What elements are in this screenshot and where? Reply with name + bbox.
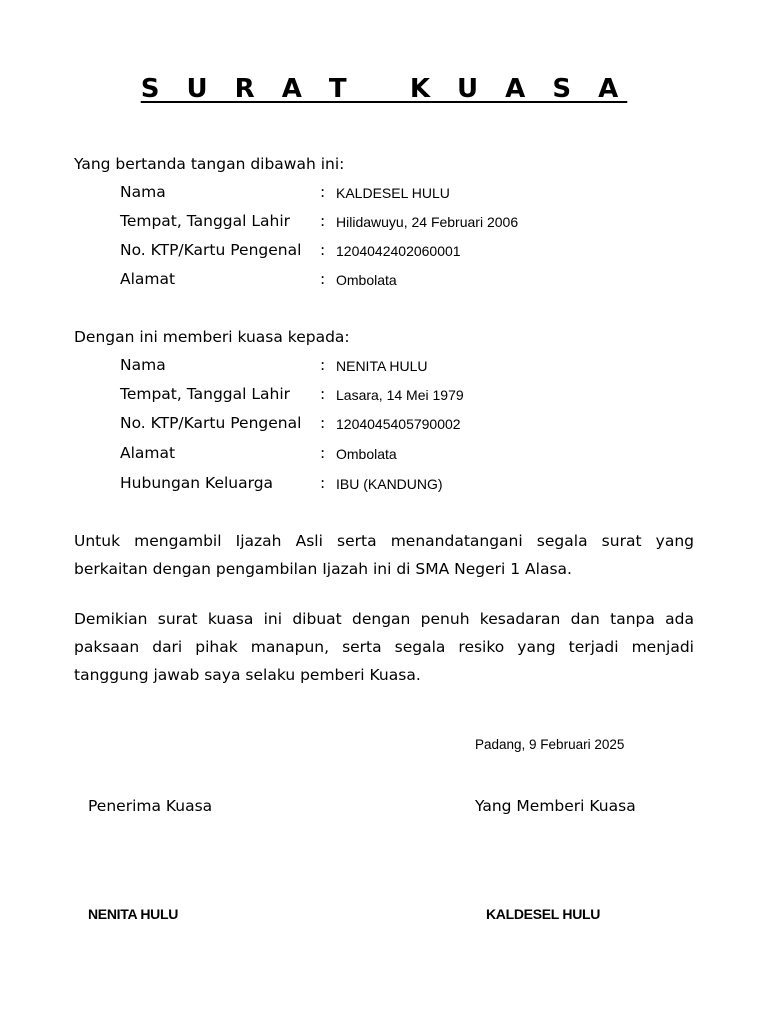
closing-paragraph: Demikian surat kuasa ini dibuat dengan penuh kesadaran dan tanpa ada paksaan dari pihak manapun, serta segala resiko yang terjadi menjadi tanggung jawab saya selaku pemberi Kuasa. — [74, 610, 694, 684]
grantor-row-birth — [120, 212, 720, 236]
grantor-signature-name: KALDESEL HULU — [486, 906, 601, 922]
grantee-signature-name: NENITA HULU — [88, 906, 179, 922]
field-label: No. KTP/Kartu Pengenal — [120, 241, 302, 259]
field-colon: : — [320, 385, 326, 403]
field-value: 1204045405790002 — [336, 416, 461, 432]
grantee-row-address — [120, 444, 720, 468]
field-colon: : — [320, 183, 326, 201]
grantee-row-birth — [120, 385, 720, 409]
grantor-signature-label: Yang Memberi Kuasa — [475, 797, 636, 815]
field-value: 1204042402060001 — [336, 243, 461, 259]
grantor-row-address — [120, 270, 720, 294]
field-label: Alamat — [120, 444, 176, 462]
field-colon: : — [320, 474, 326, 492]
field-value: KALDESEL HULU — [336, 185, 450, 201]
field-value: Ombolata — [336, 446, 397, 462]
field-value: Ombolata — [336, 272, 397, 288]
field-colon: : — [320, 444, 326, 462]
field-label: Hubungan Keluarga — [120, 474, 274, 492]
field-value: NENITA HULU — [336, 358, 428, 374]
field-label: Alamat — [120, 270, 176, 288]
grantee-row-relationship — [120, 474, 720, 498]
place-date: Padang, 9 Februari 2025 — [475, 737, 625, 752]
grantor-row-id — [120, 241, 720, 265]
grantee-row-name — [120, 356, 720, 380]
grantor-intro: Yang bertanda tangan dibawah ini: — [74, 155, 345, 173]
grantee-signature-label: Penerima Kuasa — [88, 797, 213, 815]
field-colon: : — [320, 212, 326, 230]
field-value: IBU (KANDUNG) — [336, 476, 443, 492]
field-colon: : — [320, 356, 326, 374]
field-colon: : — [320, 414, 326, 432]
document-title: S U R A T K U A S A — [140, 74, 628, 104]
purpose-paragraph: Untuk mengambil Ijazah Asli serta menandatangani segala surat yang berkaitan dengan pengambilan Ijazah ini di SMA Negeri 1 Alasa. — [74, 532, 694, 578]
grantor-row-name — [120, 183, 720, 207]
grantee-intro: Dengan ini memberi kuasa kepada: — [74, 328, 350, 346]
grantee-row-id — [120, 414, 720, 438]
field-colon: : — [320, 270, 326, 288]
field-colon: : — [320, 241, 326, 259]
field-label: No. KTP/Kartu Pengenal — [120, 414, 302, 432]
field-label: Nama — [120, 356, 166, 374]
field-value: Hilidawuyu, 24 Februari 2006 — [336, 214, 519, 230]
field-label: Tempat, Tanggal Lahir — [120, 385, 291, 403]
field-value: Lasara, 14 Mei 1979 — [336, 387, 464, 403]
field-label: Tempat, Tanggal Lahir — [120, 212, 291, 230]
field-label: Nama — [120, 183, 166, 201]
